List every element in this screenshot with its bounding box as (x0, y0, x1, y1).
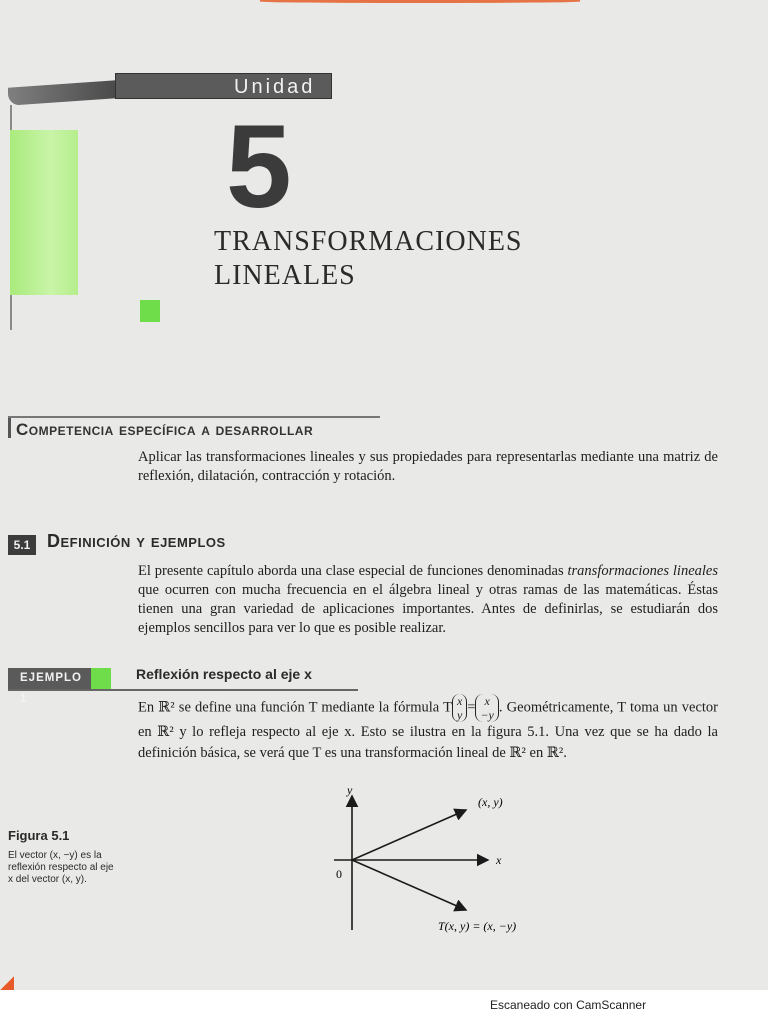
intro-emphasis: transformaciones lineales (567, 563, 718, 579)
figure-label: Figura 5.1 (8, 828, 70, 843)
scanner-footer: Escaneado con CamScanner (490, 998, 647, 1012)
reflected-label: T(x, y) = (x, −y) (438, 919, 517, 933)
unit-green-marker (140, 300, 160, 322)
section-intro (138, 562, 718, 638)
competency-title: Competencia específica a desarrollar (16, 420, 314, 439)
vector-xy (352, 810, 466, 860)
intro-after: que ocurren con mucha frecuencia en el álgebra lineal y otras ramas de las matemáticas. Éstas tienen una gran variedad de aplicaciones importantes. Antes de definirlas, se estudiarán dos ejemplos sencillos para ver lo que es posible realizar. (138, 582, 718, 636)
example-green-marker (91, 668, 111, 689)
unit-title-line2: LINEALES (214, 260, 356, 291)
scan-corner-mark (0, 976, 14, 990)
matrix-input (452, 694, 467, 722)
point-label: (x, y) (478, 795, 503, 809)
competency-text: Aplicar las transformaciones lineales y sus propiedades para representarlas mediante una matriz de reflexión, dilatación, contracción y rotación. (138, 449, 718, 484)
example-title: Reflexión respecto al eje x (136, 666, 312, 682)
section-title: Definición y ejemplos (47, 531, 226, 551)
x-axis-label: x (496, 853, 502, 867)
unit-title-line1: TRANSFORMACIONES (214, 226, 523, 257)
matrix-in-row1: x (456, 694, 463, 708)
matrix-out-row2: −y (480, 708, 494, 722)
matrix-in-row2: y (456, 708, 463, 722)
matrix-out-row1: x (484, 694, 490, 708)
figure-caption: El vector (x, −y) es la reflexión respecto al eje x del vector (x, y). (8, 850, 114, 885)
origin-label: 0 (336, 867, 342, 881)
intro-before: El presente capítulo aborda una clase especial de funciones denominadas (138, 563, 568, 579)
unit-number: 5 (226, 101, 290, 233)
matrix-output (475, 694, 498, 722)
scan-edge-mark (260, 0, 580, 3)
y-axis-label: y (347, 783, 353, 797)
example-text-part2: . Geométricamente, T toma un vector en ℝ² y lo refleja respecto al eje x. Esto se ilustra en la figura 5.1. Una vez que se ha dado la definición básica, se verá que T es una transformación lineal de ℝ² en ℝ². (138, 699, 718, 761)
example-label: EJEMPLO 1 (8, 668, 91, 689)
example-text: En ℝ² se define una función T mediante la fórmula T x y = x −y . Geométricamente, T toma un vector en ℝ² y lo refleja respecto al eje x. Esto se ilustra en la figura 5.1. Una vez que se ha dado la definición básica, se verá que T es una transformación lineal de ℝ² en ℝ². (138, 694, 718, 761)
vector-reflected (352, 860, 466, 910)
example-text-part1: En ℝ² se define una función T mediante la fórmula T (138, 699, 452, 716)
unit-label: Unidad (115, 73, 332, 99)
example-rule (8, 689, 358, 691)
competency-bar (8, 418, 11, 438)
section-number: 5.1 (8, 535, 36, 555)
unit-ribbon (8, 80, 116, 106)
reflection-figure (320, 780, 560, 940)
unit-green-panel (10, 130, 78, 295)
competency-rule (8, 416, 380, 418)
